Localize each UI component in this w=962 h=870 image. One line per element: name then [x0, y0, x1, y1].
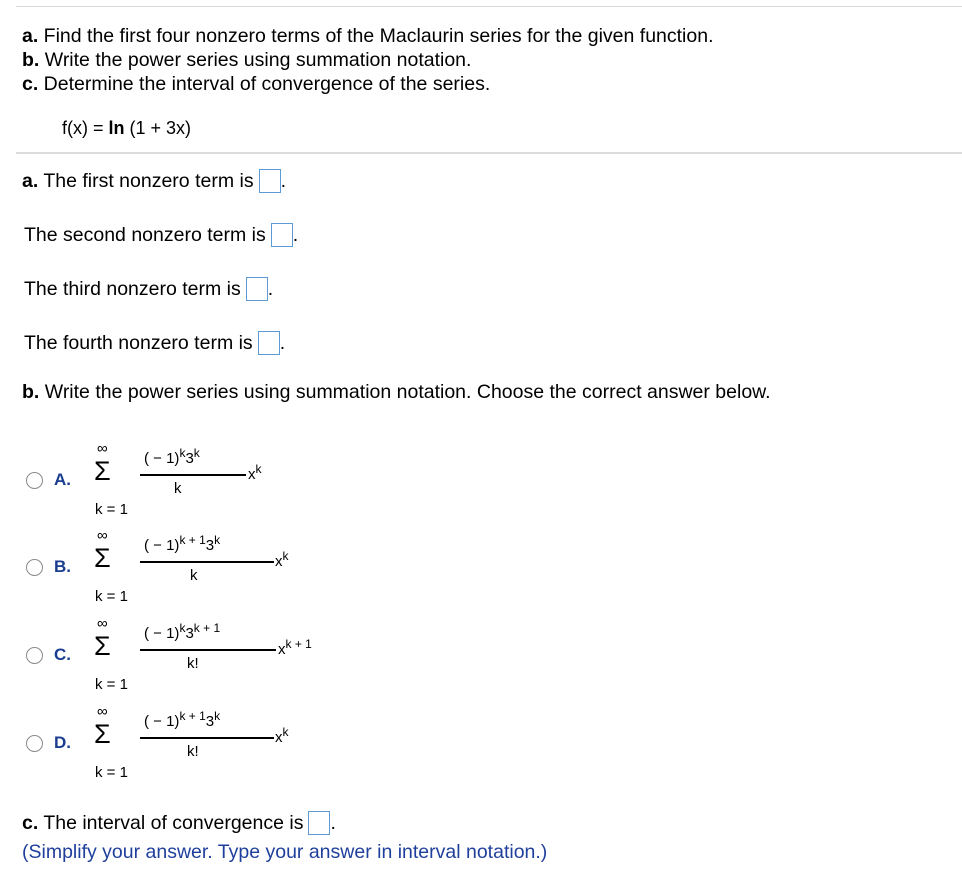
- fraction-bar: [140, 561, 274, 563]
- power-term: $x^k$: [248, 462, 262, 483]
- power-term: $x^{k + 1}$: [278, 637, 312, 658]
- option-b-radio[interactable]: [26, 559, 43, 576]
- option-a[interactable]: [22, 440, 422, 528]
- option-c[interactable]: [22, 615, 422, 703]
- option-d-letter: D.: [54, 733, 71, 752]
- power-term: $x^k$: [275, 725, 289, 746]
- option-b[interactable]: [22, 527, 422, 615]
- denominator: k!: [187, 743, 199, 760]
- function-definition: f(x) = ln (1 + 3x): [62, 118, 192, 138]
- numerator: ( − $1)^{k + 1}3^k$: [144, 709, 221, 730]
- fraction-bar: [140, 649, 276, 651]
- fourth-term-input[interactable]: [258, 331, 280, 355]
- sum-lower-limit: k = 1: [95, 764, 128, 781]
- second-term-row: The second nonzero term is .: [24, 224, 299, 246]
- sum-upper-limit: ∞: [97, 615, 108, 632]
- denominator: k: [174, 480, 182, 497]
- numerator: ( − $1)^{k + 1}3^k$: [144, 533, 221, 554]
- sum-lower-limit: k = 1: [95, 588, 128, 605]
- option-c-letter: C.: [54, 645, 71, 664]
- first-term-row: a. The first nonzero term is .: [22, 170, 286, 192]
- top-divider: [16, 6, 962, 7]
- option-d-radio[interactable]: [26, 735, 43, 752]
- sum-lower-limit: k = 1: [95, 676, 128, 693]
- sigma-icon: Σ: [94, 631, 111, 661]
- sum-upper-limit: ∞: [97, 527, 108, 544]
- first-term-input[interactable]: [259, 169, 281, 193]
- second-term-input[interactable]: [271, 223, 293, 247]
- answer-hint: (Simplify your answer. Type your answer in interval notation.): [22, 841, 548, 863]
- instruction-c: c. Determine the interval of convergence of the series.: [22, 73, 491, 95]
- option-b-letter: B.: [54, 557, 71, 576]
- sum-lower-limit: k = 1: [95, 501, 128, 518]
- instruction-b: b. Write the power series using summation notation.: [22, 49, 472, 71]
- interval-row: c. The interval of convergence is .: [22, 812, 336, 834]
- option-c-radio[interactable]: [26, 647, 43, 664]
- third-term-row: The third nonzero term is .: [24, 278, 274, 300]
- option-a-letter: A.: [54, 470, 71, 489]
- fourth-term-row: The fourth nonzero term is .: [24, 332, 286, 354]
- option-a-radio[interactable]: [26, 472, 43, 489]
- instruction-a: a. Find the first four nonzero terms of the Maclaurin series for the given function.: [22, 25, 714, 47]
- numerator: ( − $1)^k3^{k + 1}$: [144, 621, 221, 642]
- denominator: k!: [187, 655, 199, 672]
- fraction-bar: [140, 737, 274, 739]
- sigma-icon: Σ: [94, 719, 111, 749]
- part-b-prompt: b. Write the power series using summation notation. Choose the correct answer below.: [22, 381, 771, 403]
- section-divider: [16, 152, 962, 154]
- sum-upper-limit: ∞: [97, 440, 108, 457]
- sigma-icon: Σ: [94, 543, 111, 573]
- option-d[interactable]: [22, 703, 422, 791]
- denominator: k: [190, 567, 198, 584]
- interval-input[interactable]: [308, 811, 330, 835]
- numerator: ( − $1)^k3^k$: [144, 446, 200, 467]
- sigma-icon: Σ: [94, 456, 111, 486]
- third-term-input[interactable]: [246, 277, 268, 301]
- sum-upper-limit: ∞: [97, 703, 108, 720]
- power-term: $x^k$: [275, 549, 289, 570]
- fraction-bar: [140, 474, 246, 476]
